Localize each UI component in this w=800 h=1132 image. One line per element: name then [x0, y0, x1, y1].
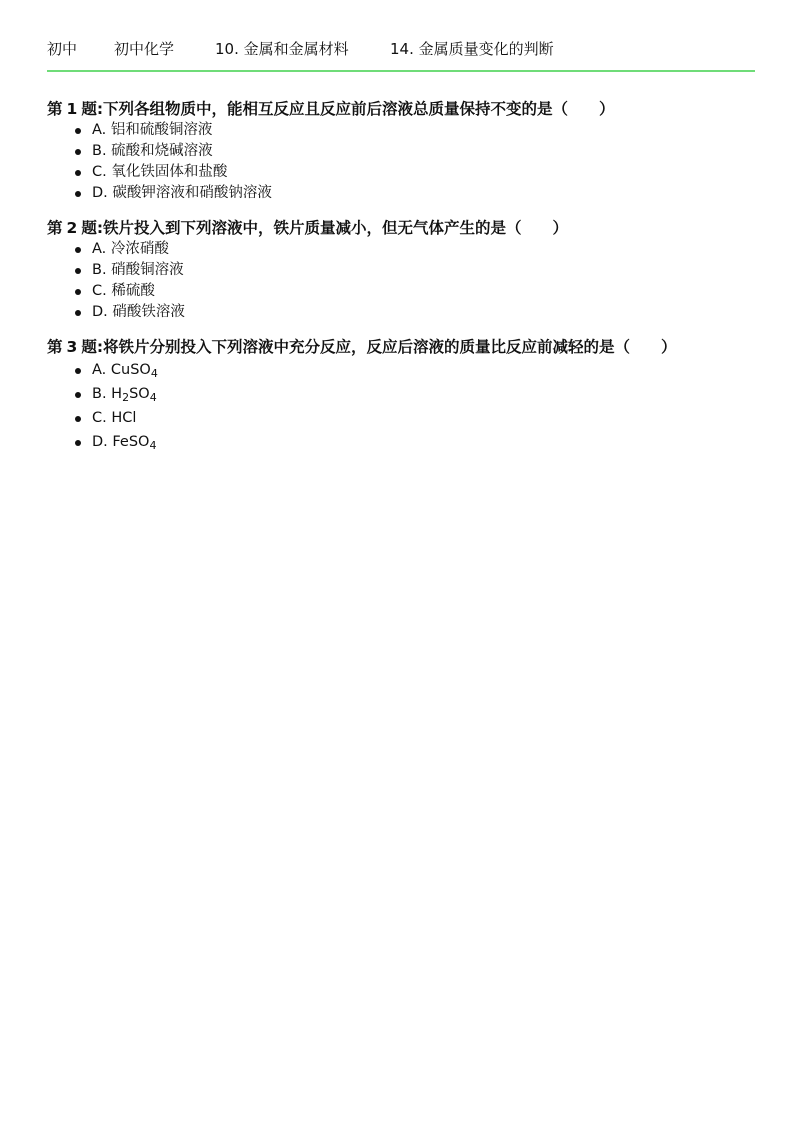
question-title [47, 337, 755, 358]
question-prefix: 第 [47, 100, 63, 118]
option-list [47, 358, 755, 454]
option-a[interactable] [92, 358, 755, 382]
breadcrumb-chapter[interactable]: 10. 金属和金属材料 [215, 40, 349, 58]
option-label: D. FeSO [92, 434, 150, 450]
option-b[interactable]: B. 硫酸和烧碱溶液 [92, 141, 755, 162]
subscript: 2 [122, 391, 130, 404]
question-suffix: 题: [81, 100, 104, 118]
option-c[interactable]: C. 氧化铁固体和盐酸 [92, 162, 755, 183]
option-c[interactable] [92, 406, 755, 430]
question-3 [47, 337, 755, 454]
question-text: 下列各组物质中，能相互反应且反应前后溶液总质量保持不变的是（ ） [103, 100, 615, 118]
breadcrumb [47, 38, 755, 72]
question-number: 2 [66, 219, 78, 237]
question-text: 将铁片分别投入下列溶液中充分反应，反应后溶液的质量比反应前减轻的是（ ） [103, 338, 677, 356]
breadcrumb-stage[interactable]: 初中 [47, 40, 78, 58]
breadcrumb-subject[interactable]: 初中化学 [114, 40, 175, 58]
option-label: C. HCl [92, 410, 137, 426]
question-prefix: 第 [47, 338, 63, 356]
option-list [47, 239, 755, 323]
subscript: 4 [150, 367, 158, 380]
option-label-tail: SO [129, 386, 150, 402]
question-list [47, 99, 755, 468]
question-1 [47, 99, 755, 204]
option-b[interactable] [92, 382, 755, 406]
question-title [47, 218, 755, 239]
option-c[interactable]: C. 稀硫酸 [92, 281, 755, 302]
option-a[interactable]: A. 铝和硫酸铜溶液 [92, 120, 755, 141]
option-list [47, 120, 755, 204]
question-2 [47, 218, 755, 323]
subscript: 4 [149, 439, 157, 452]
question-prefix: 第 [47, 219, 63, 237]
option-label: B. H [92, 386, 123, 402]
option-d[interactable]: D. 硝酸铁溶液 [92, 302, 755, 323]
question-number: 1 [66, 100, 78, 118]
option-d[interactable]: D. 碳酸钾溶液和硝酸钠溶液 [92, 183, 755, 204]
question-suffix: 题: [81, 338, 104, 356]
option-b[interactable]: B. 硝酸铜溶液 [92, 260, 755, 281]
question-text: 铁片投入到下列溶液中，铁片质量减小，但无气体产生的是（ ） [103, 219, 569, 237]
question-suffix: 题: [81, 219, 104, 237]
subscript: 4 [149, 391, 157, 404]
option-label: A. CuSO [92, 362, 151, 378]
option-d[interactable] [92, 430, 755, 454]
question-number: 3 [66, 338, 78, 356]
question-title [47, 99, 755, 120]
option-a[interactable]: A. 冷浓硝酸 [92, 239, 755, 260]
breadcrumb-topic[interactable]: 14. 金属质量变化的判断 [390, 40, 554, 58]
